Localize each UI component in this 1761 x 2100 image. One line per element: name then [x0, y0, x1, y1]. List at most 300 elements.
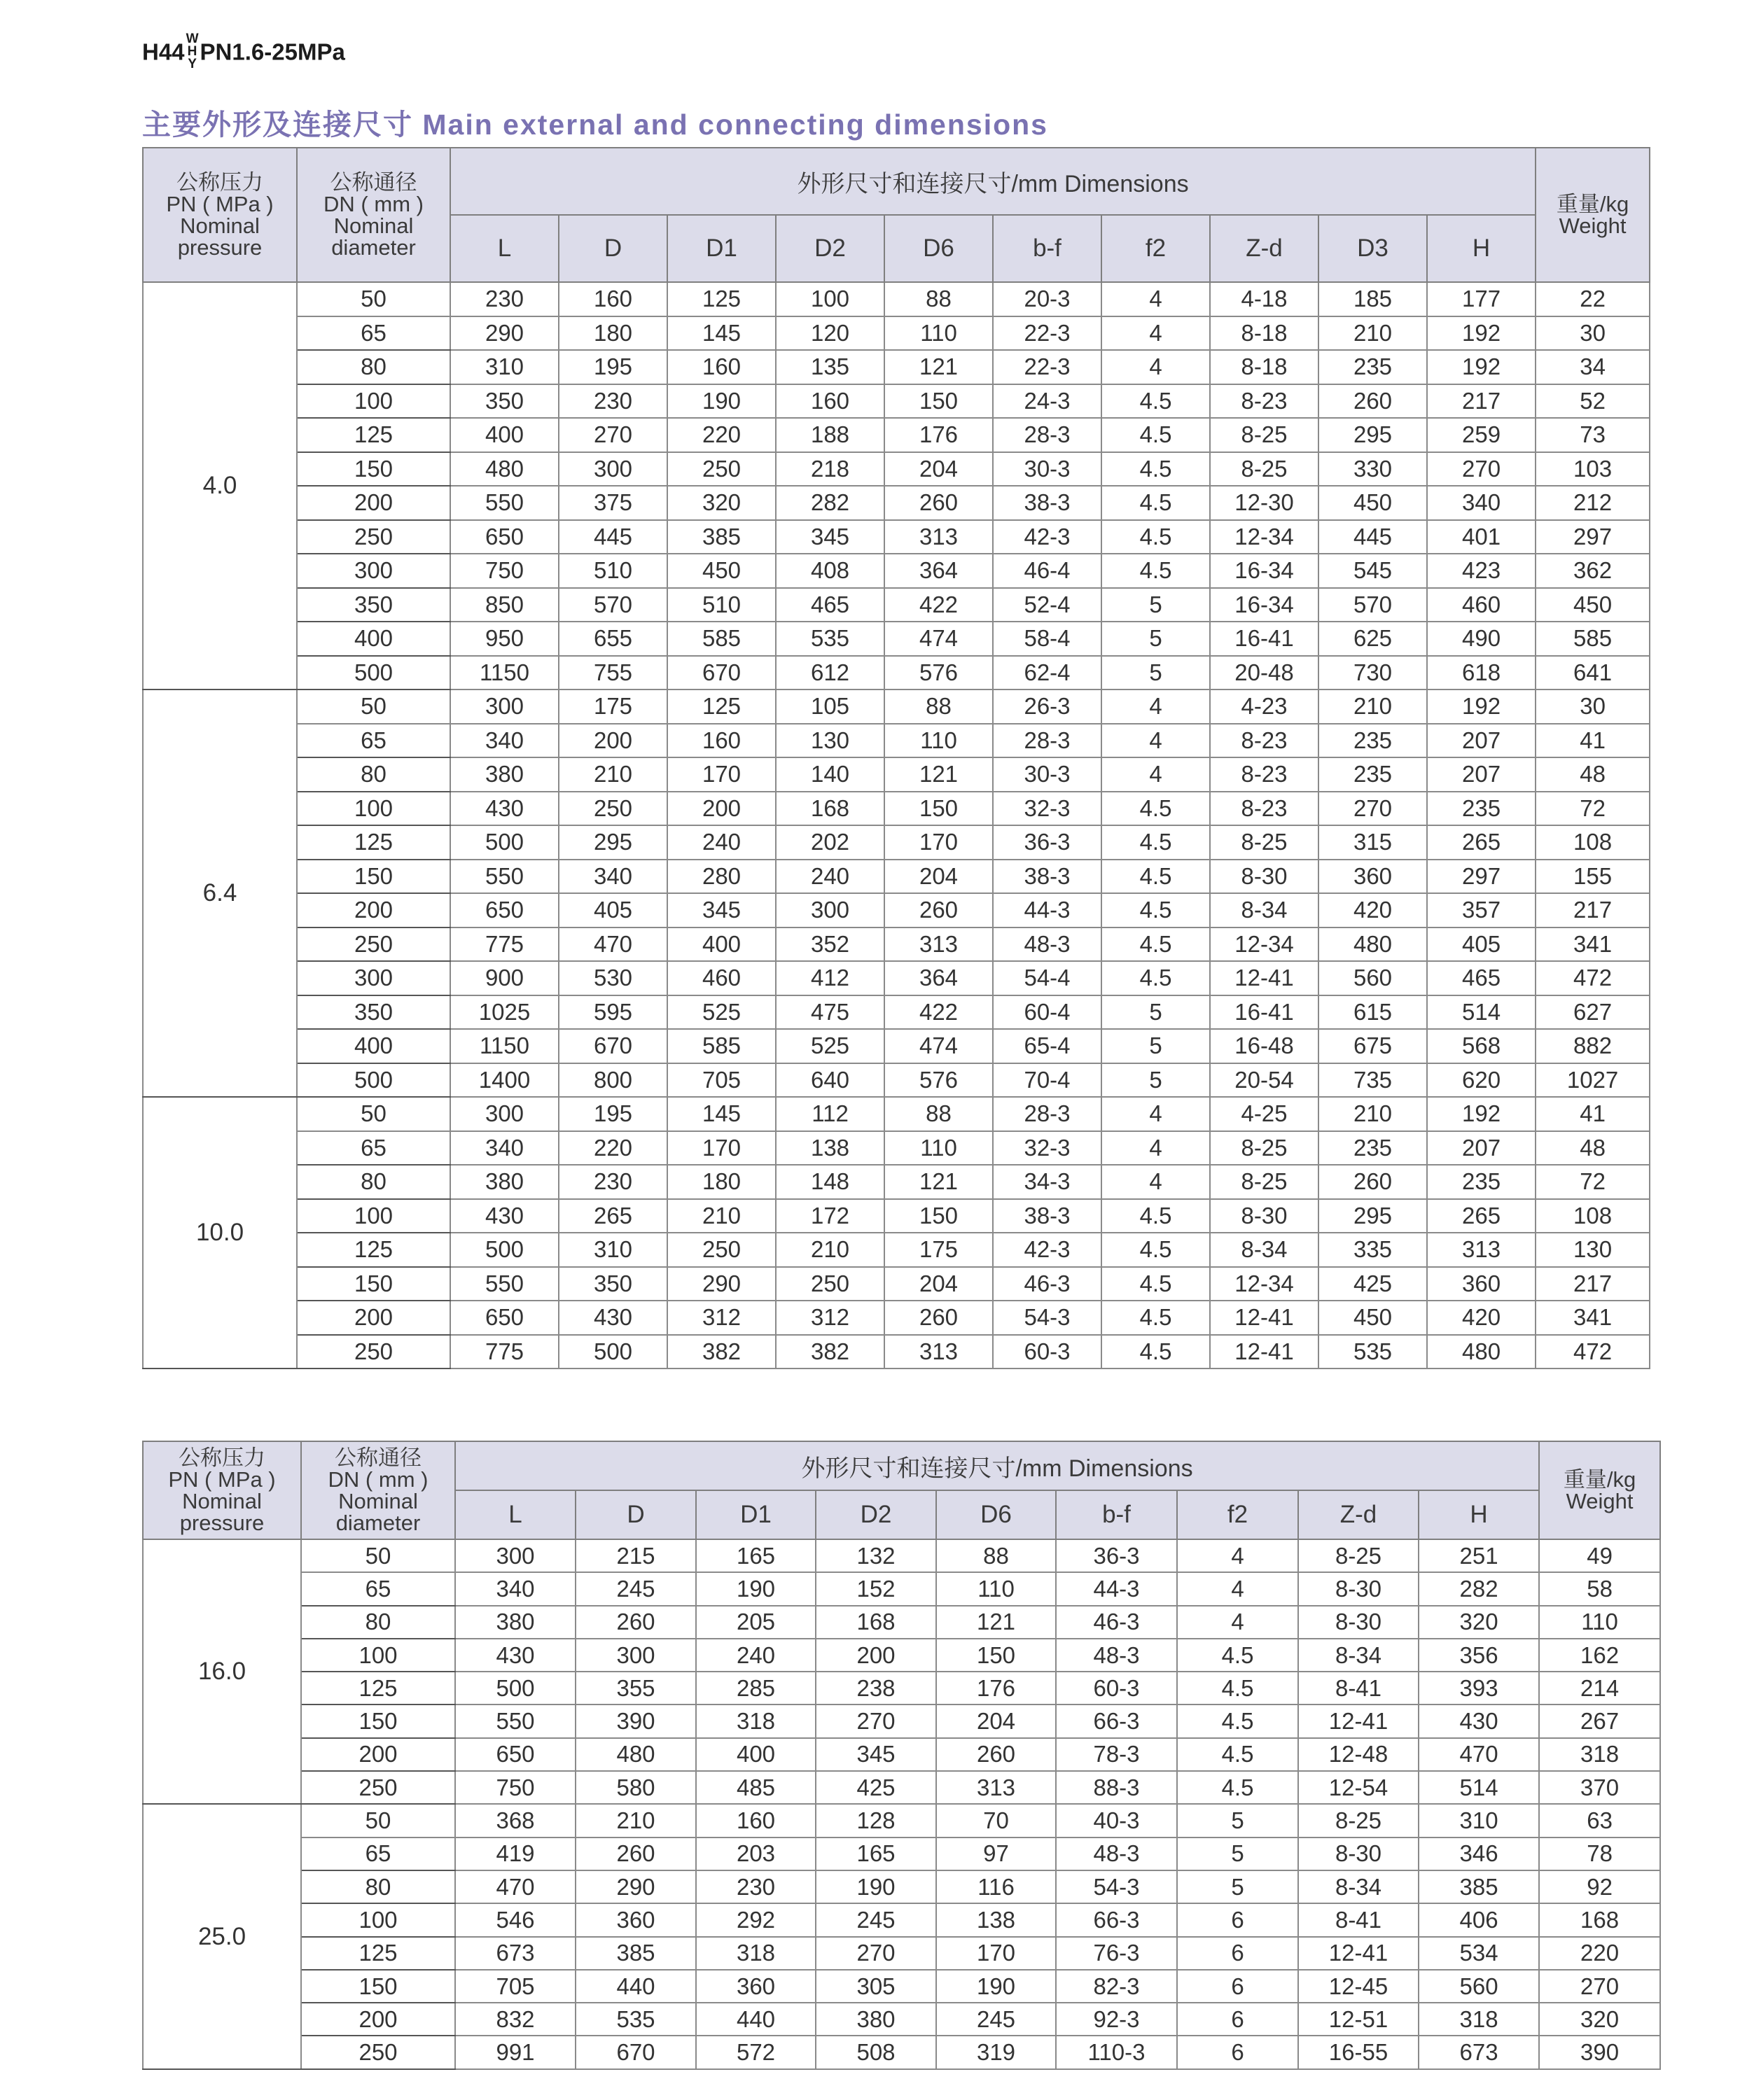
table-cell: 357: [1427, 893, 1536, 927]
header-dn-cn: 公称通径: [335, 1446, 422, 1470]
table-cell: 32-3: [993, 792, 1101, 826]
table-cell: 12-34: [1210, 520, 1318, 554]
dn-cell: 50: [297, 282, 450, 316]
table-cell: 8-30: [1298, 1606, 1419, 1639]
table-cell: 775: [450, 927, 559, 962]
table-cell: 8-18: [1210, 350, 1318, 384]
table-cell: 310: [559, 1233, 667, 1267]
table-cell: 204: [884, 452, 993, 486]
table-cell: 400: [667, 927, 776, 962]
table-row: [143, 1335, 1650, 1369]
table-cell: 405: [1427, 927, 1536, 962]
table-cell: 168: [1539, 1903, 1660, 1936]
table-cell: 615: [1318, 995, 1427, 1030]
table-cell: 130: [1536, 1233, 1650, 1267]
table-cell: 360: [576, 1903, 696, 1936]
table-cell: 430: [455, 1639, 576, 1672]
table-cell: 1150: [450, 656, 559, 690]
table-cell: 160: [696, 1804, 816, 1837]
table-cell: 46-4: [993, 554, 1101, 588]
table-cell: 4.5: [1101, 860, 1210, 894]
table-cell: 92: [1539, 1870, 1660, 1903]
table-cell: 673: [1419, 2036, 1539, 2068]
table-row: [143, 1771, 1660, 1804]
header-pn-en1: Nominal: [180, 214, 260, 238]
table-cell: 8-30: [1210, 860, 1318, 894]
table-cell: 112: [776, 1097, 884, 1131]
table-cell: 460: [1427, 588, 1536, 622]
header-pn-en2: pressure: [177, 235, 263, 260]
dn-cell: 200: [297, 486, 450, 520]
table-cell: 550: [455, 1704, 576, 1737]
table-cell: 546: [455, 1903, 576, 1936]
table-cell: 270: [559, 418, 667, 452]
column-header-b-f: b-f: [1056, 1490, 1177, 1539]
table-row: [143, 452, 1650, 486]
table-cell: 6: [1177, 2003, 1298, 2036]
table-cell: 110: [884, 1131, 993, 1166]
table-cell: 474: [884, 1029, 993, 1063]
table-cell: 210: [576, 1804, 696, 1837]
table-cell: 110-3: [1056, 2036, 1177, 2068]
column-header-l: L: [455, 1490, 576, 1539]
table-cell: 580: [576, 1771, 696, 1804]
table-cell: 313: [884, 927, 993, 962]
table-cell: 408: [776, 554, 884, 588]
table-cell: 54-3: [993, 1301, 1101, 1335]
table-cell: 490: [1427, 622, 1536, 656]
table-cell: 735: [1318, 1063, 1427, 1098]
table-row: [143, 1606, 1660, 1639]
table-cell: 44-3: [1056, 1572, 1177, 1605]
dn-cell: 350: [297, 588, 450, 622]
table-cell: 312: [667, 1301, 776, 1335]
table-cell: 150: [884, 1199, 993, 1233]
table-cell: 78: [1539, 1837, 1660, 1870]
table-cell: 217: [1536, 1267, 1650, 1301]
dn-cell: 80: [301, 1870, 455, 1903]
table-cell: 525: [776, 1029, 884, 1063]
table-row: [143, 724, 1650, 758]
table-cell: 423: [1427, 554, 1536, 588]
table-cell: 12-41: [1210, 961, 1318, 995]
dn-cell: 80: [297, 350, 450, 384]
header-dn-cn: 公称通径: [330, 170, 417, 195]
table-cell: 295: [1318, 1199, 1427, 1233]
table-cell: 282: [1419, 1572, 1539, 1605]
table-cell: 200: [816, 1639, 936, 1672]
dn-cell: 100: [297, 384, 450, 419]
table-cell: 20-54: [1210, 1063, 1318, 1098]
table-cell: 290: [667, 1267, 776, 1301]
table-cell: 265: [559, 1199, 667, 1233]
header-dn-en2: diameter: [335, 1511, 421, 1535]
table-cell: 48-3: [993, 927, 1101, 962]
table-cell: 650: [450, 1301, 559, 1335]
table-cell: 12-41: [1210, 1335, 1318, 1369]
table-row: [143, 961, 1650, 995]
header-dn-en1: Nominal: [333, 214, 414, 238]
table-cell: 445: [559, 520, 667, 554]
table-cell: 470: [455, 1870, 576, 1903]
table-row: [143, 1903, 1660, 1936]
table-cell: 28-3: [993, 1097, 1101, 1131]
dn-cell: 50: [297, 1097, 450, 1131]
table-cell: 250: [776, 1267, 884, 1301]
table-cell: 612: [776, 656, 884, 690]
table-cell: 670: [559, 1029, 667, 1063]
table-cell: 350: [559, 1267, 667, 1301]
table-cell: 585: [667, 1029, 776, 1063]
table-cell: 155: [1536, 860, 1650, 894]
model-suffix: PN1.6-25MPa: [200, 38, 345, 65]
table-cell: 525: [667, 995, 776, 1030]
table-cell: 450: [1318, 486, 1427, 520]
table-cell: 4.5: [1101, 384, 1210, 419]
dn-cell: 500: [297, 1063, 450, 1098]
table-cell: 270: [816, 1704, 936, 1737]
table-row: [143, 1937, 1660, 1970]
header-pn-cn: 公称压力: [176, 170, 263, 195]
table-cell: 318: [696, 1937, 816, 1970]
table-cell: 625: [1318, 622, 1427, 656]
table-cell: 160: [667, 350, 776, 384]
table-cell: 185: [1318, 282, 1427, 316]
dn-cell: 500: [297, 656, 450, 690]
table-cell: 210: [1318, 316, 1427, 351]
table-cell: 12-30: [1210, 486, 1318, 520]
table-cell: 480: [450, 452, 559, 486]
table-cell: 576: [884, 1063, 993, 1098]
table-cell: 4.5: [1101, 1301, 1210, 1335]
table-cell: 345: [776, 520, 884, 554]
table-cell: 92-3: [1056, 2003, 1177, 2036]
dn-cell: 125: [297, 418, 450, 452]
table-cell: 534: [1419, 1937, 1539, 1970]
table-cell: 207: [1427, 1131, 1536, 1166]
table-cell: 220: [1539, 1937, 1660, 1970]
table-cell: 16-34: [1210, 588, 1318, 622]
table-cell: 20-48: [1210, 656, 1318, 690]
table-cell: 12-41: [1298, 1704, 1419, 1737]
table-cell: 270: [816, 1937, 936, 1970]
table-cell: 41: [1536, 724, 1650, 758]
table-cell: 4.5: [1101, 1267, 1210, 1301]
table-cell: 135: [776, 350, 884, 384]
table-cell: 58-4: [993, 622, 1101, 656]
table-cell: 364: [884, 961, 993, 995]
table-cell: 260: [1318, 1165, 1427, 1199]
table-cell: 8-41: [1298, 1672, 1419, 1704]
table-cell: 4: [1101, 690, 1210, 724]
table-cell: 138: [776, 1131, 884, 1166]
header-dn-en2: diameter: [331, 235, 416, 260]
table-cell: 514: [1419, 1771, 1539, 1804]
table-cell: 313: [1427, 1233, 1536, 1267]
table-cell: 535: [776, 622, 884, 656]
model-stack-middle: H: [187, 44, 197, 59]
table-cell: 335: [1318, 1233, 1427, 1267]
table-row: [143, 927, 1650, 962]
table-cell: 8-25: [1210, 1131, 1318, 1166]
table-cell: 63: [1539, 1804, 1660, 1837]
table-cell: 97: [936, 1837, 1056, 1870]
pressure-group-cell: 6.4: [143, 690, 297, 1097]
table-cell: 175: [884, 1233, 993, 1267]
table-cell: 207: [1427, 757, 1536, 792]
table-cell: 375: [559, 486, 667, 520]
table-cell: 5: [1177, 1870, 1298, 1903]
table-cell: 510: [667, 588, 776, 622]
table-cell: 560: [1419, 1970, 1539, 2003]
table-cell: 260: [884, 893, 993, 927]
table-row: [143, 1539, 1660, 1572]
table-cell: 364: [884, 554, 993, 588]
table-cell: 235: [1318, 724, 1427, 758]
table-cell: 295: [1318, 418, 1427, 452]
table-cell: 48-3: [1056, 1837, 1177, 1870]
table-cell: 16-41: [1210, 622, 1318, 656]
dn-cell: 200: [297, 1301, 450, 1335]
table-row: [143, 690, 1650, 724]
table-cell: 670: [667, 656, 776, 690]
table-row: [143, 520, 1650, 554]
table-cell: 570: [559, 588, 667, 622]
table-cell: 1027: [1536, 1063, 1650, 1098]
table-cell: 312: [776, 1301, 884, 1335]
table-cell: 60-3: [993, 1335, 1101, 1369]
table-cell: 4.5: [1101, 418, 1210, 452]
table-cell: 585: [1536, 622, 1650, 656]
table-row: [143, 1165, 1650, 1199]
table-cell: 12-41: [1298, 1937, 1419, 1970]
table-cell: 385: [1419, 1870, 1539, 1903]
dn-cell: 250: [297, 520, 450, 554]
table-cell: 34-3: [993, 1165, 1101, 1199]
table-cell: 100: [776, 282, 884, 316]
table-cell: 52: [1536, 384, 1650, 419]
table-cell: 340: [450, 1131, 559, 1166]
table-cell: 8-23: [1210, 757, 1318, 792]
table-cell: 8-18: [1210, 316, 1318, 351]
dn-cell: 250: [297, 927, 450, 962]
dn-cell: 80: [297, 1165, 450, 1199]
table-cell: 1400: [450, 1063, 559, 1098]
table-cell: 70-4: [993, 1063, 1101, 1098]
table-cell: 38-3: [993, 1199, 1101, 1233]
table-cell: 8-30: [1210, 1199, 1318, 1233]
table-cell: 572: [696, 2036, 816, 2068]
table-cell: 508: [816, 2036, 936, 2068]
table-row: [143, 1837, 1660, 1870]
table-cell: 4-25: [1210, 1097, 1318, 1131]
table-cell: 245: [576, 1572, 696, 1605]
header-dimensions: 外形尺寸和连接尺寸/mm Dimensions: [450, 148, 1536, 215]
model-prefix: H44: [142, 38, 185, 65]
dn-cell: 250: [301, 1771, 455, 1804]
table-cell: 8-34: [1298, 1870, 1419, 1903]
table-cell: 318: [1419, 2003, 1539, 2036]
table-row: [143, 1029, 1650, 1063]
table-cell: 240: [696, 1639, 816, 1672]
table-cell: 12-41: [1210, 1301, 1318, 1335]
table-cell: 465: [776, 588, 884, 622]
table-cell: 318: [1539, 1738, 1660, 1771]
table-cell: 148: [776, 1165, 884, 1199]
table-cell: 40-3: [1056, 1804, 1177, 1837]
dn-cell: 125: [297, 1233, 450, 1267]
table-cell: 422: [884, 995, 993, 1030]
table-cell: 390: [1539, 2036, 1660, 2068]
table-cell: 380: [450, 757, 559, 792]
table-cell: 41: [1536, 1097, 1650, 1131]
table-cell: 65-4: [993, 1029, 1101, 1063]
table-cell: 16-55: [1298, 2036, 1419, 2068]
header-dimensions: 外形尺寸和连接尺寸/mm Dimensions: [455, 1441, 1539, 1490]
table-cell: 292: [696, 1903, 816, 1936]
dn-cell: 350: [297, 995, 450, 1030]
table-cell: 5: [1101, 995, 1210, 1030]
table-cell: 345: [667, 893, 776, 927]
table-cell: 460: [667, 961, 776, 995]
table-cell: 230: [559, 1165, 667, 1199]
table-cell: 6: [1177, 2036, 1298, 2068]
table-cell: 800: [559, 1063, 667, 1098]
table-cell: 4.5: [1101, 893, 1210, 927]
section-title: 主要外形及连接尺寸 Main external and connecting dimensions: [142, 108, 1048, 141]
table-cell: 44-3: [993, 893, 1101, 927]
table-row: [143, 316, 1650, 351]
dn-cell: 65: [301, 1837, 455, 1870]
column-header-d6: D6: [936, 1490, 1056, 1539]
table-row: [143, 2003, 1660, 2036]
table-cell: 88: [936, 1539, 1056, 1572]
table-cell: 4.5: [1101, 486, 1210, 520]
dn-cell: 100: [301, 1639, 455, 1672]
table-row: [143, 825, 1650, 860]
table-cell: 950: [450, 622, 559, 656]
table-cell: 177: [1427, 282, 1536, 316]
table-cell: 330: [1318, 452, 1427, 486]
table-cell: 200: [559, 724, 667, 758]
table-cell: 38-3: [993, 486, 1101, 520]
table-cell: 310: [1419, 1804, 1539, 1837]
table-cell: 474: [884, 622, 993, 656]
table-cell: 160: [667, 724, 776, 758]
table-cell: 285: [696, 1672, 816, 1704]
table-cell: 280: [667, 860, 776, 894]
table-cell: 270: [1318, 792, 1427, 826]
table-cell: 297: [1536, 520, 1650, 554]
table-cell: 568: [1427, 1029, 1536, 1063]
pressure-group-cell: 25.0: [143, 1804, 301, 2068]
table-cell: 125: [667, 282, 776, 316]
table-cell: 4: [1101, 282, 1210, 316]
column-header-z-d: Z-d: [1298, 1490, 1419, 1539]
table-cell: 180: [667, 1165, 776, 1199]
table-cell: 12-34: [1210, 1267, 1318, 1301]
table-row: [143, 757, 1650, 792]
table-cell: 160: [559, 282, 667, 316]
table-cell: 270: [1539, 1970, 1660, 2003]
table-cell: 300: [776, 893, 884, 927]
table-cell: 24-3: [993, 384, 1101, 419]
table-cell: 382: [776, 1335, 884, 1369]
table-cell: 352: [776, 927, 884, 962]
table-cell: 465: [1427, 961, 1536, 995]
table-cell: 315: [1318, 825, 1427, 860]
table-cell: 1150: [450, 1029, 559, 1063]
table-cell: 300: [450, 690, 559, 724]
header-pn-cn: 公称压力: [179, 1446, 265, 1470]
dn-cell: 150: [301, 1704, 455, 1737]
dn-cell: 50: [301, 1804, 455, 1837]
table-cell: 176: [884, 418, 993, 452]
table-cell: 245: [816, 1903, 936, 1936]
table-cell: 8-23: [1210, 384, 1318, 419]
table-cell: 4: [1101, 316, 1210, 351]
table-cell: 8-25: [1210, 418, 1318, 452]
table-cell: 355: [576, 1672, 696, 1704]
header-pn-en2: pressure: [179, 1511, 265, 1535]
table-cell: 105: [776, 690, 884, 724]
table-cell: 240: [776, 860, 884, 894]
table-cell: 260: [576, 1606, 696, 1639]
table-cell: 168: [816, 1606, 936, 1639]
table-cell: 28-3: [993, 724, 1101, 758]
table-cell: 4: [1101, 757, 1210, 792]
model-stack-top: W: [186, 31, 199, 46]
table-cell: 419: [455, 1837, 576, 1870]
column-header-h: H: [1427, 215, 1536, 282]
pressure-group-cell: 4.0: [143, 282, 297, 690]
table-cell: 200: [667, 792, 776, 826]
table-cell: 217: [1427, 384, 1536, 419]
table-cell: 220: [559, 1131, 667, 1166]
table-cell: 192: [1427, 1097, 1536, 1131]
table-cell: 125: [667, 690, 776, 724]
table-cell: 4: [1177, 1606, 1298, 1639]
table-cell: 54-4: [993, 961, 1101, 995]
table-cell: 30: [1536, 316, 1650, 351]
table-cell: 385: [576, 1937, 696, 1970]
table-cell: 670: [576, 2036, 696, 2068]
table-cell: 168: [776, 792, 884, 826]
header-pn-en1: Nominal: [182, 1489, 262, 1513]
table-cell: 430: [450, 792, 559, 826]
column-header-d3: D3: [1318, 215, 1427, 282]
dn-cell: 65: [297, 316, 450, 351]
header-pn-unit: PN ( MPa ): [166, 192, 274, 216]
table-cell: 991: [455, 2036, 576, 2068]
dn-cell: 50: [301, 1539, 455, 1572]
header-dn-en1: Nominal: [338, 1489, 418, 1513]
table-cell: 393: [1419, 1672, 1539, 1704]
table-cell: 6: [1177, 1903, 1298, 1936]
table-cell: 618: [1427, 656, 1536, 690]
table-cell: 500: [450, 825, 559, 860]
table-cell: 145: [667, 1097, 776, 1131]
table-cell: 440: [696, 2003, 816, 2036]
table-cell: 210: [559, 757, 667, 792]
table-cell: 750: [455, 1771, 576, 1804]
table-cell: 675: [1318, 1029, 1427, 1063]
table-cell: 430: [559, 1301, 667, 1335]
table-cell: 250: [559, 792, 667, 826]
table-cell: 500: [455, 1672, 576, 1704]
table-cell: 570: [1318, 588, 1427, 622]
table-cell: 550: [450, 486, 559, 520]
